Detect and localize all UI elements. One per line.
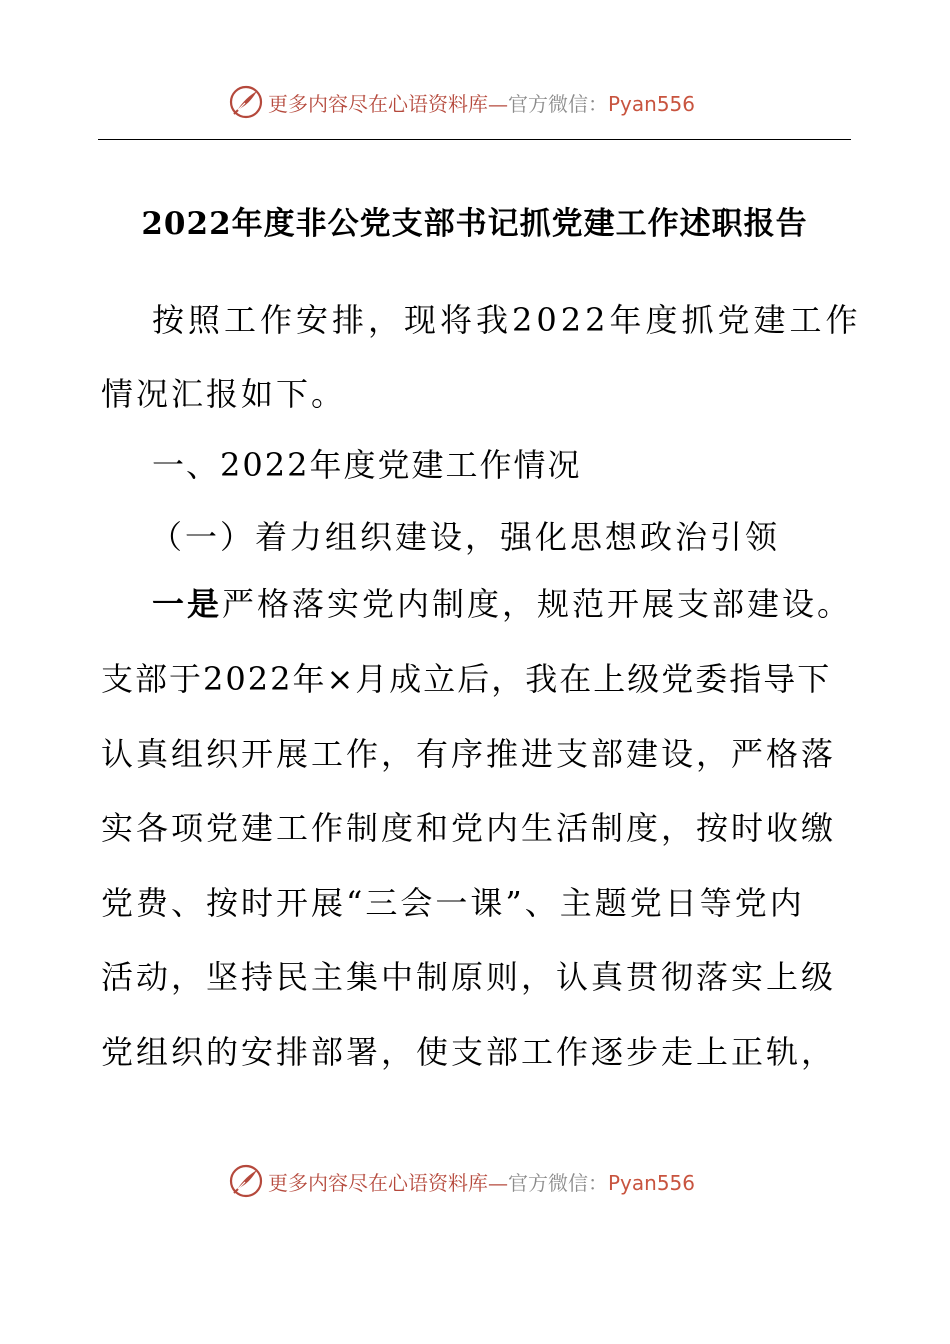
- footer-wechat-label: 官方微信：: [508, 1170, 608, 1195]
- footer-site-text: 更多内容尽在心语资料库: [268, 1170, 488, 1195]
- body-line-11: 党组织的安排部署，使支部工作逐步走上正轨，: [101, 1033, 837, 1071]
- body-line-1: 按照工作安排，现将我2022年度抓党建工作: [152, 301, 862, 339]
- header-site-text: 更多内容尽在心语资料库: [268, 91, 488, 116]
- header-wechat-label: 官方微信：: [508, 91, 608, 116]
- footer-dash: —: [488, 1170, 508, 1195]
- header-banner: [228, 82, 728, 122]
- body-line-5: [152, 584, 912, 624]
- quill-pen-logo-icon: [228, 84, 264, 120]
- footer-wechat-id: Pyan556: [608, 1170, 696, 1195]
- body-line-9: 党费、按时开展“三会一课”、主题党日等党内: [101, 884, 805, 922]
- document-title: 2022年度非公党支部书记抓党建工作述职报告: [141, 206, 808, 242]
- footer-banner: [228, 1161, 728, 1201]
- body-line-2: 情况汇报如下。: [101, 375, 347, 413]
- footer-banner-text: [268, 1167, 695, 1196]
- body-line-10: 活动，坚持民主集中制原则，认真贯彻落实上级: [101, 958, 837, 996]
- section-heading-1: 一、2022年度党建工作情况: [152, 446, 582, 484]
- header-divider: [98, 139, 851, 140]
- body-line-7: 认真组织开展工作，有序推进支部建设，严格落: [101, 735, 837, 773]
- header-wechat-id: Pyan556: [608, 91, 696, 116]
- lead-bold-text: 一是: [152, 585, 223, 623]
- header-dash: —: [488, 91, 508, 116]
- body-line-6: 支部于2022年×月成立后，我在上级党委指导下: [101, 660, 832, 698]
- body-line-5-text: 严格落实党内制度，规范开展支部建设。: [222, 585, 853, 623]
- quill-pen-logo-icon: [228, 1163, 264, 1199]
- header-banner-text: [268, 88, 695, 117]
- body-line-8: 实各项党建工作制度和党内生活制度，按时收缴: [101, 809, 837, 847]
- subsection-heading-1: （一）着力组织建设，强化思想政治引领: [150, 518, 781, 556]
